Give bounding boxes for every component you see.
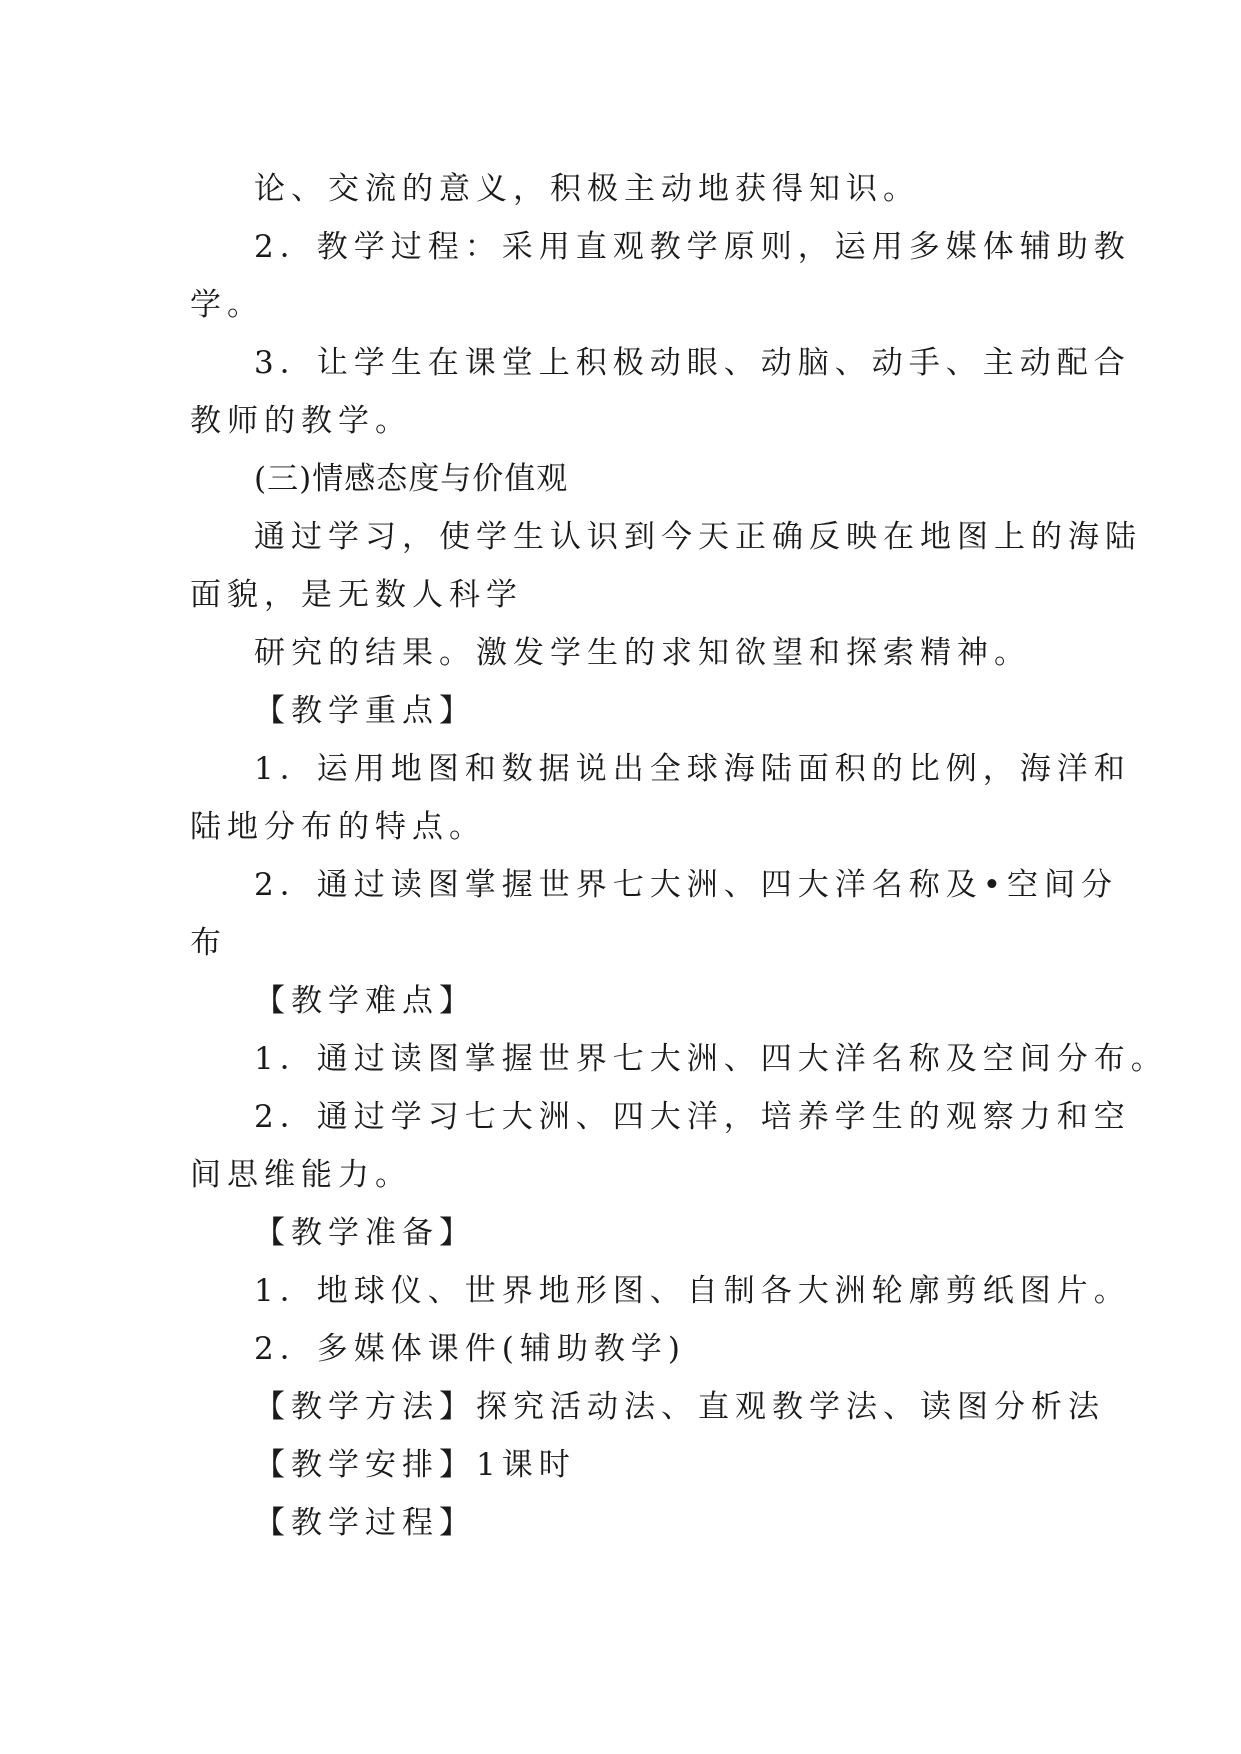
text-line: 1．通过读图掌握世界七大洲、四大洋名称及空间分布。 [254,1041,1168,1077]
text-line: 陆地分布的特点。 [190,809,486,845]
text-line: 【教学方法】探究活动法、直观教学法、读图分析法 [254,1389,1105,1425]
text-line: 2．通过读图掌握世界七大洲、四大洋名称及•空间分 [254,867,1119,903]
section-heading: (三)情感态度与价值观 [254,461,569,497]
text-line: 学。 [190,287,264,323]
section-heading: 【教学重点】 [254,693,476,729]
text-line: 通过学习，使学生认识到今天正确反映在地图上的海陆 [254,519,1142,555]
text-line: 1．地球仪、世界地形图、自制各大洲轮廓剪纸图片。 [254,1273,1131,1309]
section-heading: 【教学难点】 [254,983,476,1019]
text-line: 间思维能力。 [190,1157,412,1193]
text-line: 教师的教学。 [190,403,412,439]
section-heading: 【教学过程】 [254,1505,476,1541]
text-line: 2．多媒体课件(辅助教学) [254,1331,686,1367]
text-line: 论、交流的意义，积极主动地获得知识。 [254,171,920,207]
section-heading: 【教学准备】 [254,1215,476,1251]
text-line: 布 [190,925,227,961]
text-line: 1．运用地图和数据说出全球海陆面积的比例，海洋和 [254,751,1131,787]
text-line: 2．教学过程：采用直观教学原则，运用多媒体辅助教 [254,229,1131,265]
text-line: 2．通过学习七大洲、四大洋，培养学生的观察力和空 [254,1099,1131,1135]
text-line: 3．让学生在课堂上积极动眼、动脑、动手、主动配合 [254,345,1131,381]
text-line: 研究的结果。激发学生的求知欲望和探索精神。 [254,635,1031,671]
document-page [190,160,1168,1552]
text-line: 【教学安排】1课时 [254,1447,576,1483]
text-line: 面貌，是无数人科学 [190,577,523,613]
